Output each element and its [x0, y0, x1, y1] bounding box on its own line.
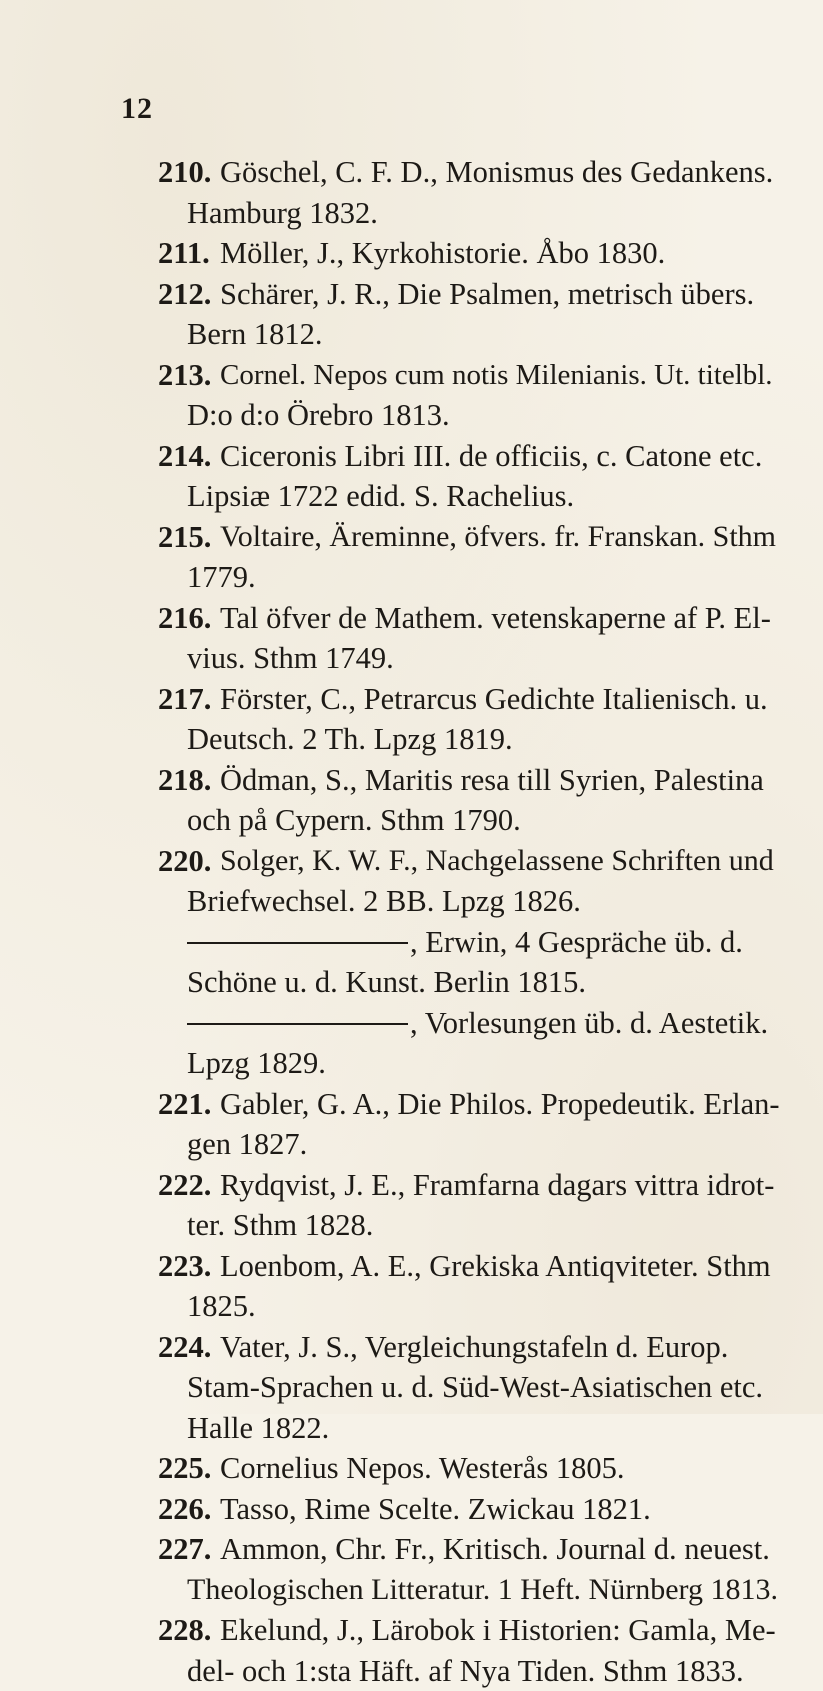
entry-text: Schärer, J. R., Die Psalmen, metrisch übers.	[220, 274, 754, 315]
entry-number: 228.	[158, 1610, 211, 1651]
entry-line	[0, 800, 823, 841]
entry-line	[0, 638, 823, 679]
entry-text-continuation: 1825.	[187, 1286, 256, 1327]
entry-text: , Erwin, 4 Gespräche üb. d.	[410, 922, 743, 963]
entry-text: Cornelius Nepos. Westerås 1805.	[220, 1448, 624, 1489]
entry-text: Tal öfver de Mathem. vetenskaperne af P. El-	[220, 598, 771, 639]
entry-number: 212.	[158, 274, 211, 315]
entry-number: 224.	[158, 1327, 211, 1368]
entry-text-continuation: Bern 1812.	[187, 314, 323, 355]
entry-line	[0, 1084, 823, 1125]
entry-number: 213.	[158, 355, 211, 396]
entry-text-continuation: Halle 1822.	[187, 1408, 329, 1449]
entry-line	[0, 436, 823, 477]
entry-line	[0, 1651, 823, 1691]
catalog-entry	[0, 922, 823, 1003]
entry-text-continuation: Schöne u. d. Kunst. Berlin 1815.	[187, 962, 586, 1003]
entry-text-continuation: Hamburg 1832.	[187, 193, 378, 234]
entry-number: 217.	[158, 679, 211, 720]
entry-text-continuation: vius. Sthm 1749.	[187, 638, 394, 679]
page-number: 12	[121, 92, 153, 126]
catalog-entry	[0, 1246, 823, 1327]
entry-line	[0, 962, 823, 1003]
entry-text-continuation: Stam-Sprachen u. d. Süd-West-Asiatischen etc.	[187, 1367, 763, 1408]
entry-line	[0, 233, 823, 274]
entry-text: Göschel, C. F. D., Monismus des Gedankens.	[220, 152, 773, 193]
catalog-entry	[0, 760, 823, 841]
entry-text-continuation: Lpzg 1829.	[187, 1043, 326, 1084]
entry-line	[0, 598, 823, 639]
ditto-dash	[187, 1023, 408, 1025]
entry-text: Rydqvist, J. E., Framfarna dagars vittra idrot-	[220, 1165, 774, 1206]
entry-text: Möller, J., Kyrkohistorie. Åbo 1830.	[220, 233, 665, 274]
entry-line	[0, 841, 823, 882]
entry-text: Ekelund, J., Lärobok i Historien: Gamla, Me-	[220, 1610, 776, 1651]
entry-line	[0, 1003, 823, 1044]
entry-number: 223.	[158, 1246, 211, 1287]
entry-text: Cornel. Nepos cum notis Milenianis. Ut. titelbl.	[220, 355, 773, 396]
entry-number: 225.	[158, 1448, 211, 1489]
catalog-entry	[0, 274, 823, 355]
catalog-entry	[0, 1165, 823, 1246]
entry-number: 218.	[158, 760, 211, 801]
entry-number: 210.	[158, 152, 211, 193]
entry-number: 216.	[158, 598, 211, 639]
entry-text-continuation: och på Cypern. Sthm 1790.	[187, 800, 521, 841]
catalog-entry	[0, 233, 823, 274]
catalog-entry	[0, 152, 823, 233]
entry-text: Solger, K. W. F., Nachgelassene Schriften und	[220, 841, 774, 882]
catalog-entry	[0, 598, 823, 679]
entry-text-continuation: ter. Sthm 1828.	[187, 1205, 373, 1246]
entry-line	[0, 395, 823, 436]
entry-line	[0, 760, 823, 801]
entry-text-continuation: 1779.	[187, 557, 256, 598]
entry-text-continuation: Theologischen Litteratur. 1 Heft. Nürnberg 1813.	[187, 1570, 778, 1611]
entry-line	[0, 1570, 823, 1611]
entry-text-continuation: Lipsiæ 1722 edid. S. Rachelius.	[187, 476, 574, 517]
catalog-entry-list	[0, 152, 823, 1691]
entry-line	[0, 1165, 823, 1206]
entry-line	[0, 152, 823, 193]
entry-text: Vater, J. S., Vergleichungstafeln d. Europ.	[220, 1327, 728, 1368]
catalog-entry	[0, 1003, 823, 1084]
entry-text-continuation: D:o d:o Örebro 1813.	[187, 395, 450, 436]
entry-text-continuation: Briefwechsel. 2 BB. Lpzg 1826.	[187, 881, 581, 922]
entry-line	[0, 1043, 823, 1084]
entry-text-continuation: Deutsch. 2 Th. Lpzg 1819.	[187, 719, 513, 760]
entry-line	[0, 517, 823, 558]
entry-line	[0, 476, 823, 517]
entry-number: 221.	[158, 1084, 211, 1125]
entry-text: Ciceronis Libri III. de officiis, c. Catone etc.	[220, 436, 762, 477]
entry-line	[0, 314, 823, 355]
entry-text: Gabler, G. A., Die Philos. Propedeutik. Erlan-	[220, 1084, 780, 1125]
entry-line	[0, 1367, 823, 1408]
catalog-entry	[0, 1448, 823, 1489]
entry-line	[0, 557, 823, 598]
entry-line	[0, 1489, 823, 1530]
entry-line	[0, 881, 823, 922]
entry-line	[0, 274, 823, 315]
entry-number: 227.	[158, 1529, 211, 1570]
catalog-entry	[0, 841, 823, 922]
entry-text: Ammon, Chr. Fr., Kritisch. Journal d. neuest.	[220, 1529, 770, 1570]
entry-text: Ödman, S., Maritis resa till Syrien, Palestina	[220, 760, 764, 801]
catalog-entry	[0, 1489, 823, 1530]
catalog-entry	[0, 1327, 823, 1449]
entry-line	[0, 1529, 823, 1570]
entry-line	[0, 1286, 823, 1327]
entry-line	[0, 679, 823, 720]
entry-line	[0, 193, 823, 234]
entry-number: 226.	[158, 1489, 211, 1530]
catalog-entry	[0, 517, 823, 598]
entry-line	[0, 1448, 823, 1489]
entry-number: 215.	[158, 517, 211, 558]
entry-text: Voltaire, Äreminne, öfvers. fr. Franskan. Sthm	[220, 517, 776, 558]
entry-line	[0, 922, 823, 963]
entry-line	[0, 1610, 823, 1651]
entry-line	[0, 355, 823, 396]
entry-number: 214.	[158, 436, 211, 477]
entry-text: Tasso, Rime Scelte. Zwickau 1821.	[220, 1489, 651, 1530]
catalog-entry	[0, 436, 823, 517]
entry-text-continuation: gen 1827.	[187, 1124, 307, 1165]
catalog-entry	[0, 679, 823, 760]
entry-number: 220.	[158, 841, 211, 882]
ditto-dash	[187, 942, 408, 944]
entry-line	[0, 1124, 823, 1165]
entry-number: 222.	[158, 1165, 211, 1206]
entry-line	[0, 719, 823, 760]
catalog-entry	[0, 355, 823, 436]
catalog-entry	[0, 1084, 823, 1165]
catalog-entry	[0, 1529, 823, 1610]
entry-text: , Vorlesungen üb. d. Aestetik.	[410, 1003, 768, 1044]
entry-text-continuation: del- och 1:sta Häft. af Nya Tiden. Sthm 1833.	[187, 1651, 744, 1691]
catalog-entry	[0, 1610, 823, 1691]
entry-line	[0, 1246, 823, 1287]
entry-text: Förster, C., Petrarcus Gedichte Italienisch. u.	[220, 679, 768, 720]
entry-number: 211.	[158, 233, 210, 274]
entry-text: Loenbom, A. E., Grekiska Antiqviteter. Sthm	[220, 1246, 771, 1287]
entry-line	[0, 1205, 823, 1246]
entry-line	[0, 1327, 823, 1368]
